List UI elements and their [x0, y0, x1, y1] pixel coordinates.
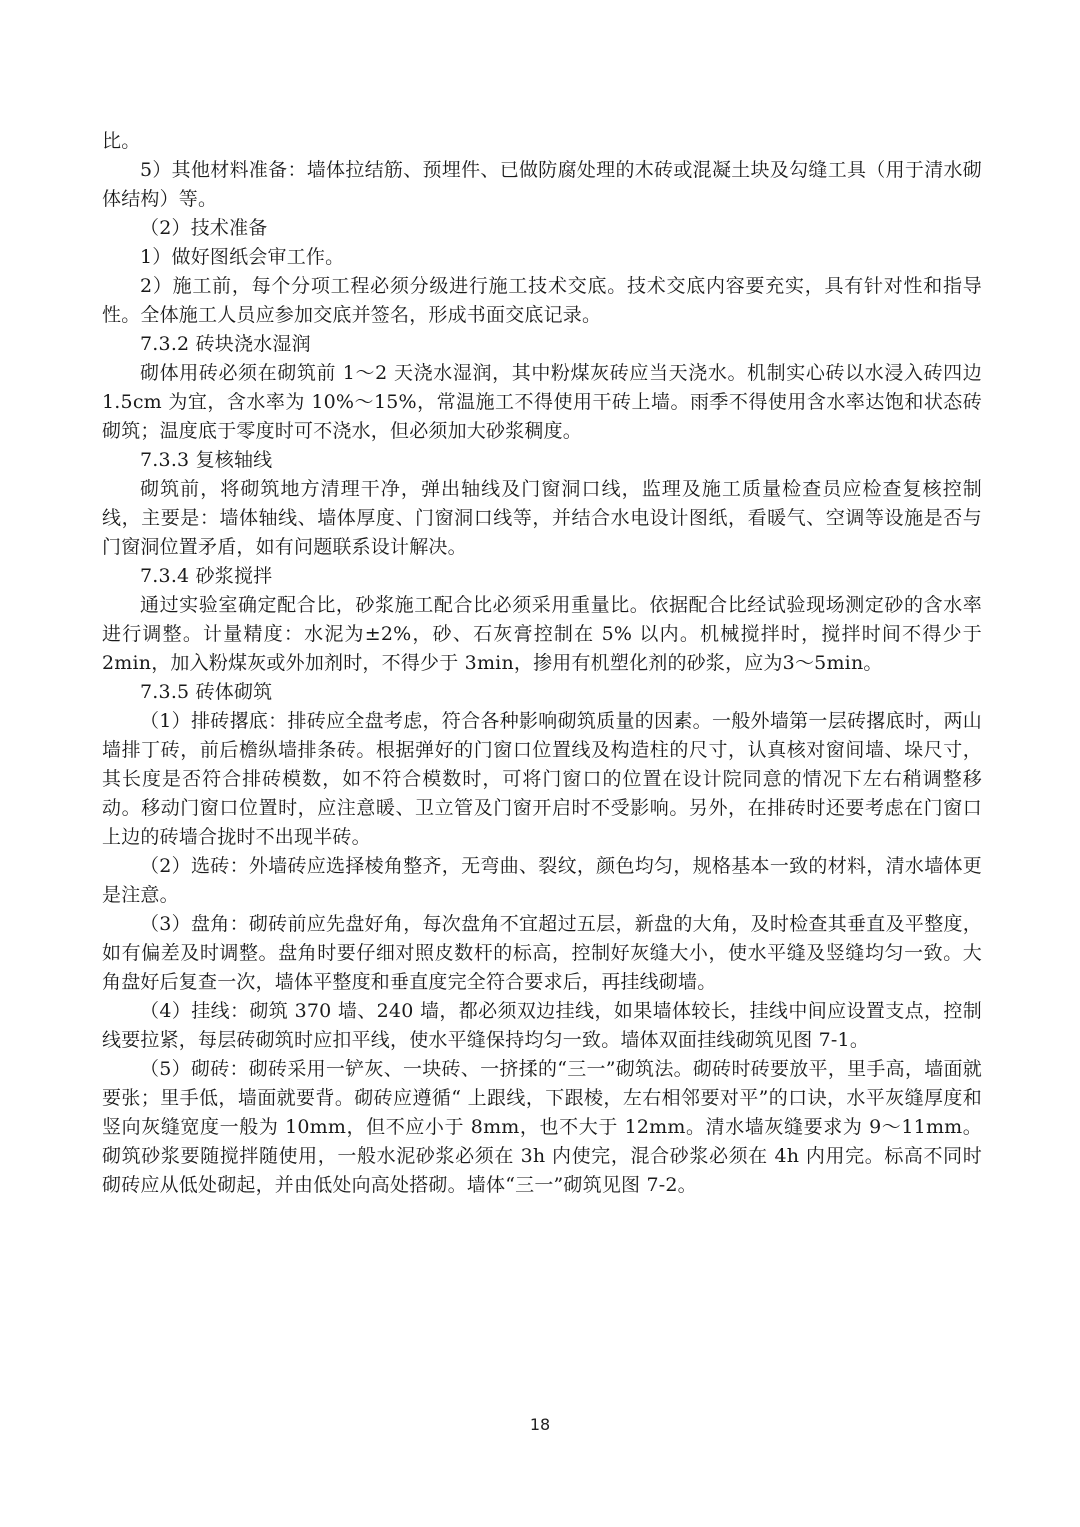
paragraph: 1）做好图纸会审工作。: [140, 246, 345, 268]
subheading: （2）技术准备: [140, 217, 268, 239]
paragraph: （4）挂线：砌筑 370 墙、240 墙，都必须双边挂线，如果墙体较长，挂线中间应设置支点，控制线要拉紧，每层砖砌筑时应扣平线，使水平缝保持均匀一致。墙体双面挂线砌筑见图 7-1。: [102, 1000, 982, 1051]
section-heading: 7.3.5 砖体砌筑: [140, 681, 273, 703]
paragraph: 5）其他材料准备：墙体拉结筋、预埋件、已做防腐处理的木砖或混凝土块及勾缝工具（用于清水砌体结构）等。: [102, 159, 982, 210]
page-number: 18: [529, 1415, 551, 1434]
document-body: [102, 127, 982, 1200]
paragraph: 砌筑前，将砌筑地方清理干净，弹出轴线及门窗洞口线，监理及施工质量检查员应检查复核控制线，主要是：墙体轴线、墙体厚度、门窗洞口线等，并结合水电设计图纸，看暖气、空调等设施是否与门窗洞位置矛盾，如有问题联系设计解决。: [102, 478, 982, 558]
paragraph: （1）排砖撂底：排砖应全盘考虑，符合各种影响砌筑质量的因素。一般外墙第一层砖撂底时，两山墙排丁砖，前后檐纵墙排条砖。根据弹好的门窗口位置线及构造柱的尺寸，认真核对窗间墙、垛尺寸，其长度是否符合排砖模数，如不符合模数时，可将门窗口的位置在设计院同意的情况下左右稍调整移动。移动门窗口位置时，应注意暖、卫立管及门窗开启时不受影响。另外，在排砖时还要考虑在门窗口上边的砖墙合拢时不出现半砖。: [102, 710, 982, 848]
paragraph: （2）选砖：外墙砖应选择棱角整齐，无弯曲、裂纹，颜色均匀，规格基本一致的材料，清水墙体更是注意。: [102, 855, 982, 906]
section-heading: 7.3.2 砖块浇水湿润: [140, 333, 311, 355]
paragraph: 通过实验室确定配合比，砂浆施工配合比必须采用重量比。依据配合比经试验现场测定砂的含水率进行调整。计量精度：水泥为±2%，砂、石灰膏控制在 5% 以内。机械搅拌时，搅拌时间不得少于 2min，加入粉煤灰或外加剂时，不得少于 3min，掺用有机塑化剂的砂浆，应为3～5min。: [102, 594, 982, 674]
paragraph: （3）盘角：砌砖前应先盘好角，每次盘角不宜超过五层，新盘的大角，及时检查其垂直及平整度，如有偏差及时调整。盘角时要仔细对照皮数杆的标高，控制好灰缝大小，使水平缝及竖缝均匀一致。大角盘好后复查一次，墙体平整度和垂直度完全符合要求后，再挂线砌墙。: [102, 913, 982, 993]
paragraph: 砌体用砖必须在砌筑前 1～2 天浇水湿润，其中粉煤灰砖应当天浇水。机制实心砖以水浸入砖四边 1.5cm 为宜，含水率为 10%～15%，常温施工不得使用干砖上墙。雨季不得使用含水率达饱和状态砖砌筑；温度底于零度时可不浇水，但必须加大砂浆稠度。: [102, 362, 982, 442]
section-heading: 7.3.4 砂浆搅拌: [140, 565, 273, 587]
paragraph: 2）施工前，每个分项工程必须分级进行施工技术交底。技术交底内容要充实，具有针对性和指导性。全体施工人员应参加交底并签名，形成书面交底记录。: [102, 275, 982, 326]
paragraph: 比。: [102, 130, 141, 152]
section-heading: 7.3.3 复核轴线: [140, 449, 273, 471]
paragraph: （5）砌砖：砌砖采用一铲灰、一块砖、一挤揉的“三一”砌筑法。砌砖时砖要放平，里手高，墙面就要张；里手低，墙面就要背。砌砖应遵循“ 上跟线，下跟棱，左右相邻要对平”的口诀，水平灰缝厚度和竖向灰缝宽度一般为 10mm，但不应小于 8mm，也不大于 12mm。清水墙灰缝要求为 9～11mm。砌筑砂浆要随搅拌随使用，一般水泥砂浆必须在 3h 内使完，混合砂浆必须在 4h 内用完。标高不同时砌砖应从低处砌起，并由低处向高处搭砌。墙体“三一”砌筑见图 7-2。: [102, 1058, 982, 1196]
